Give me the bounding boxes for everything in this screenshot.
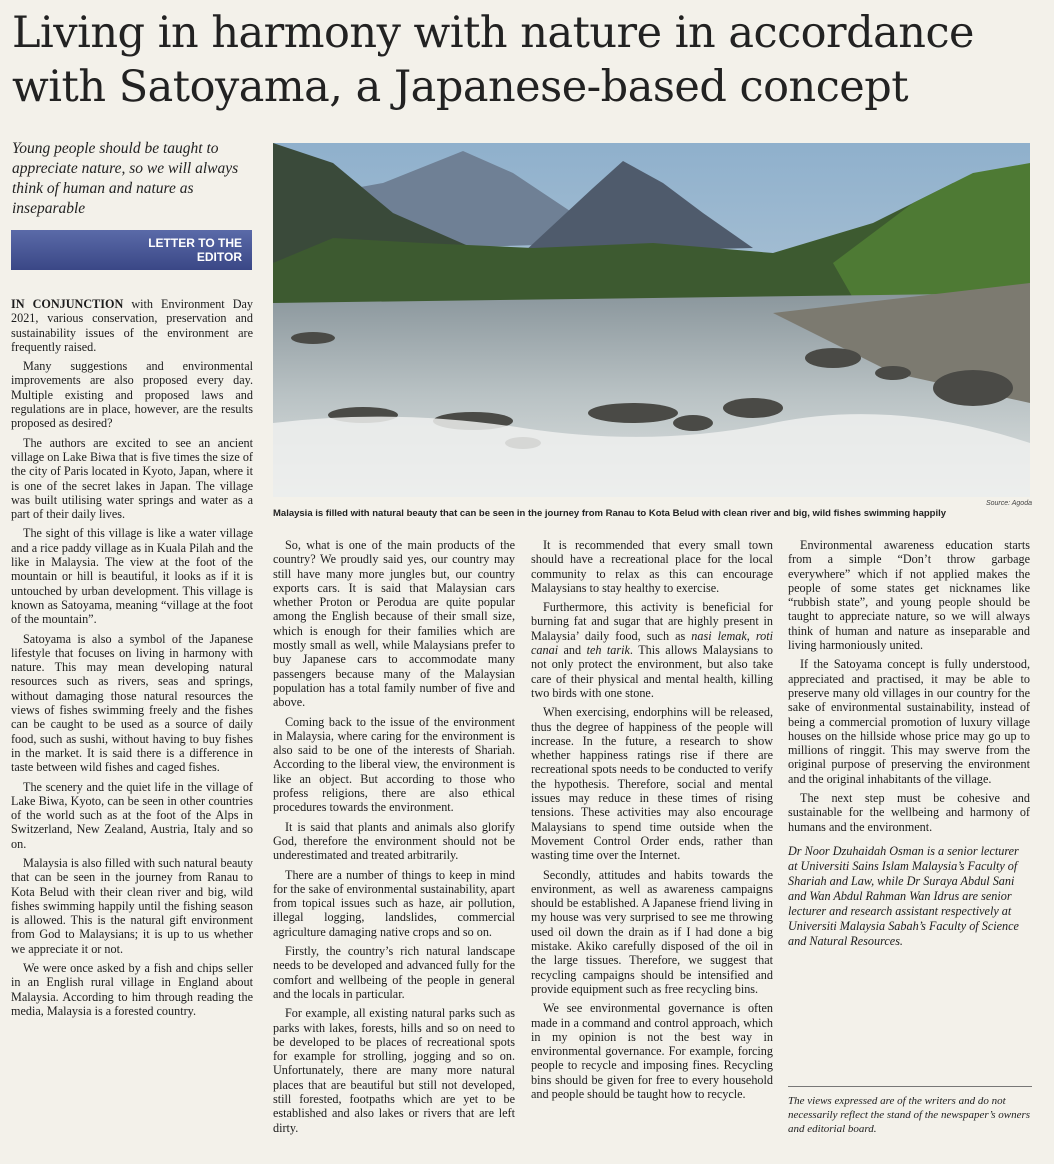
paragraph: Satoyama is also a symbol of the Japanese lifestyle that focuses on living in harmony with nature. This may mean developing natural resources such as rivers, seas and springs, without damaging those natural resources the views of fishes swimming freely and the fishes can be caught to be used as a source of daily food, such as sushi, without having to buy fishes in the market. It is said there is a difference in taste between wild fishes and caged fishes.: [11, 631, 253, 775]
paragraph: Malaysia is also filled with such natural beauty that can be seen in the journey from Ranau to Kota Belud with their clean river and big, wild fishes swimming happily until the fishing season is allowed. This is the natural gift environment from God to Malaysians; it is up to us whether we appreciate it or not.: [11, 855, 253, 956]
separator: and: [558, 643, 587, 658]
column-4: [788, 538, 1030, 954]
paragraph: For example, all existing natural parks such as parks with lakes, forests, hills and so on need to be developed to be places of recreational spots for example for strolling, jogging and so on. Unfortunately, there are many more natural places that are beautiful but still not developed, still forested, footpaths which are yet to be established and also lakes or rivers that are left dirty.: [273, 1006, 515, 1135]
headline: Living in harmony with nature in accordance with Satoyama, a Japanese-based concept: [12, 8, 974, 112]
photo-credit: Source: Agoda: [985, 500, 1032, 507]
paragraph-text: Furthermore, this activity is beneficial for burning fat and sugar that are highly present in Malaysia’ daily food, such as: [531, 600, 773, 643]
paragraph: Coming back to the issue of the environment in Malaysia, where caring for the environment is also said to be one of the interests of Shariah. According to the liberal view, the environment is like an object. But according to those who profess religions, there are also ethical procedures towards the environment.: [273, 714, 515, 815]
paragraph: It is recommended that every small town should have a recreational place for the local community to relax as this can encourage Malaysians to stay healthy to exercise.: [531, 538, 773, 595]
section-label-line1: LETTER TO THE: [148, 236, 242, 250]
paragraph: There are a number of things to keep in mind for the sake of environmental sustainability, apart from topical issues such as haze, air pollution, illegal logging, landslides, commercial agriculture damaging native crops and so on.: [273, 867, 515, 939]
paragraph: We see environmental governance is often made in a command and control approach, which in my opinion is not the best way in environmental governance. For example, forcing people to recycle and imposing fines. Recycling bins should be given for free to every household and people should be taught how to recycle.: [531, 1001, 773, 1101]
paragraph: [11, 297, 253, 354]
paragraph: [531, 600, 773, 700]
separator: ,: [746, 628, 756, 643]
paragraph: The scenery and the quiet life in the village of Lake Biwa, Kyoto, can be seen in other countries of the world such as at the foot of the Alps in Switzerland, New Zealand, Austria, Italy and so on.: [11, 779, 253, 851]
paragraph: The authors are excited to see an ancient village on Lake Biwa that is five times the size of the city of Paris located in Kyoto, Japan, where it is one of the secret lakes in Japan. The village was built utilising water springs and water as a part of their daily lives.: [11, 435, 253, 522]
paragraph: If the Satoyama concept is fully understood, appreciated and practised, it may be able to preserve many old villages in our country for the sake of environmental sustainability, instead of being a commercial promotion of luxury village houses on the hillside whose price may go up to millions of ringgit. This may swerve from the original purpose of preserving the environment and the original inhabitants of the village.: [788, 657, 1030, 786]
disclaimer-text: The views expressed are of the writers and do not necessarily reflect the stand of the newspaper’s owners and editorial board.: [788, 1095, 1031, 1135]
paragraph: Environmental awareness education starts from a simple “Don’t throw garbage everywhere” which if not applied makes the people of some states get nicknames like “rubbish state”, and young people should be taught to appreciate nature, so we will always think of human and nature as inseparable and living harmoniously united.: [788, 538, 1030, 653]
food-term: roti canai: [531, 628, 774, 658]
paragraph: Secondly, attitudes and habits towards the environment, as well as awareness campaigns should be established. A Japanese friend living in my house was very surprised to see me throwing used oil down the drain as if I had done a big mistake. Akiko carefully disposed of the oil in the large tissues. Therefore, we suggest that recycling campaigns should be intensified and provide equipment such as free recycling bins.: [531, 867, 773, 996]
paragraph: Many suggestions and environmental improvements are also proposed every day. Multiple existing and proposed laws and regulations are in place, however, are the results proposed as desired?: [11, 359, 253, 431]
paragraph: Firstly, the country’s rich natural landscape needs to be developed and advanced fully for the comfort and wellbeing of the people in general and the locals in particular.: [273, 944, 515, 1001]
photo-caption: Malaysia is filled with natural beauty that can be seen in the journey from Ranau to Kota Belud with clean river and big, wild fishes swimming happily: [273, 508, 947, 519]
standfirst: Young people should be taught to appreciate nature, so we will always think of human and nature as inseparable: [12, 140, 239, 217]
column-1: [11, 297, 253, 1023]
column-3: [531, 538, 773, 1106]
food-term: teh tarik: [586, 643, 630, 658]
paragraph: It is said that plants and animals also glorify God, therefore the environment should not be underestimated and treated arbitrarily.: [273, 819, 515, 863]
paragraph: So, what is one of the main products of the country? We proudly said yes, our country may still have many more jungles but, our country exports cars. It is said that Malaysian cars whether Proton or Perodua are quite popular among the English because of their small size, which is enough for their families which are mostly small as well, while Malaysians prefer to buy Japanese cars to accommodate many passengers because many of the Malaysian population has a total family number of five and above.: [273, 538, 515, 710]
paragraph: The next step must be cohesive and sustainable for the wellbeing and harmony of humans and the environment.: [788, 791, 1030, 834]
paragraph: We were once asked by a fish and chips seller in an English rural village in England about Malaysia. According to him through reading the media, Malaysia is a forested country.: [11, 961, 253, 1018]
disclaimer: [788, 1086, 1032, 1136]
author-bio: Dr Noor Dzuhaidah Osman is a senior lecturer at Universiti Sains Islam Malaysia’s Faculty of Shariah and Law, while Dr Suraya Abdul Sani and Wan Abdul Rahman Wan Idrus are senior lecturer and research assistant respectively at Universiti Malaysia Sabah’s Faculty of Science and Natural Resources.: [788, 843, 1019, 948]
paragraph: The sight of this village is like a water village and a rice paddy village as in Kuala Pilah and the like in Malaysia. The view at the foot of the mountain or hill is beautiful, it looks as if it is untouched by urban development. This village is known as Satoyama, meaning “village at the foot of the mountain”.: [11, 526, 253, 627]
section-label-line2: EDITOR: [196, 250, 242, 264]
food-term: nasi lemak: [691, 628, 747, 643]
paragraph-text: . This allows Malaysians to not only protect the environment, but also take care of their physical and mental health, killing two birds with one stone.: [531, 643, 773, 700]
column-2: [273, 538, 515, 1140]
section-label: [11, 230, 252, 270]
paragraph-text: with Environment Day 2021, various conservation, preservation and sustainability issues of the environment are frequently raised.: [11, 297, 253, 354]
paragraph: When exercising, endorphins will be released, thus the degree of happiness of the people will increase. In the future, a research to show whether happiness ratings rise if there are recreational spots needs to be conducted to verify the hypothesis. Therefore, social and mental issues may reduce in these times of rising tensions. These activities may also encourage Malaysians to spend time outside when the Movement Control Order ends, rather than wasting time over the Internet.: [531, 705, 773, 863]
river-landscape-photo: [273, 143, 1030, 497]
lead-in: IN CONJUNCTION: [11, 297, 124, 311]
